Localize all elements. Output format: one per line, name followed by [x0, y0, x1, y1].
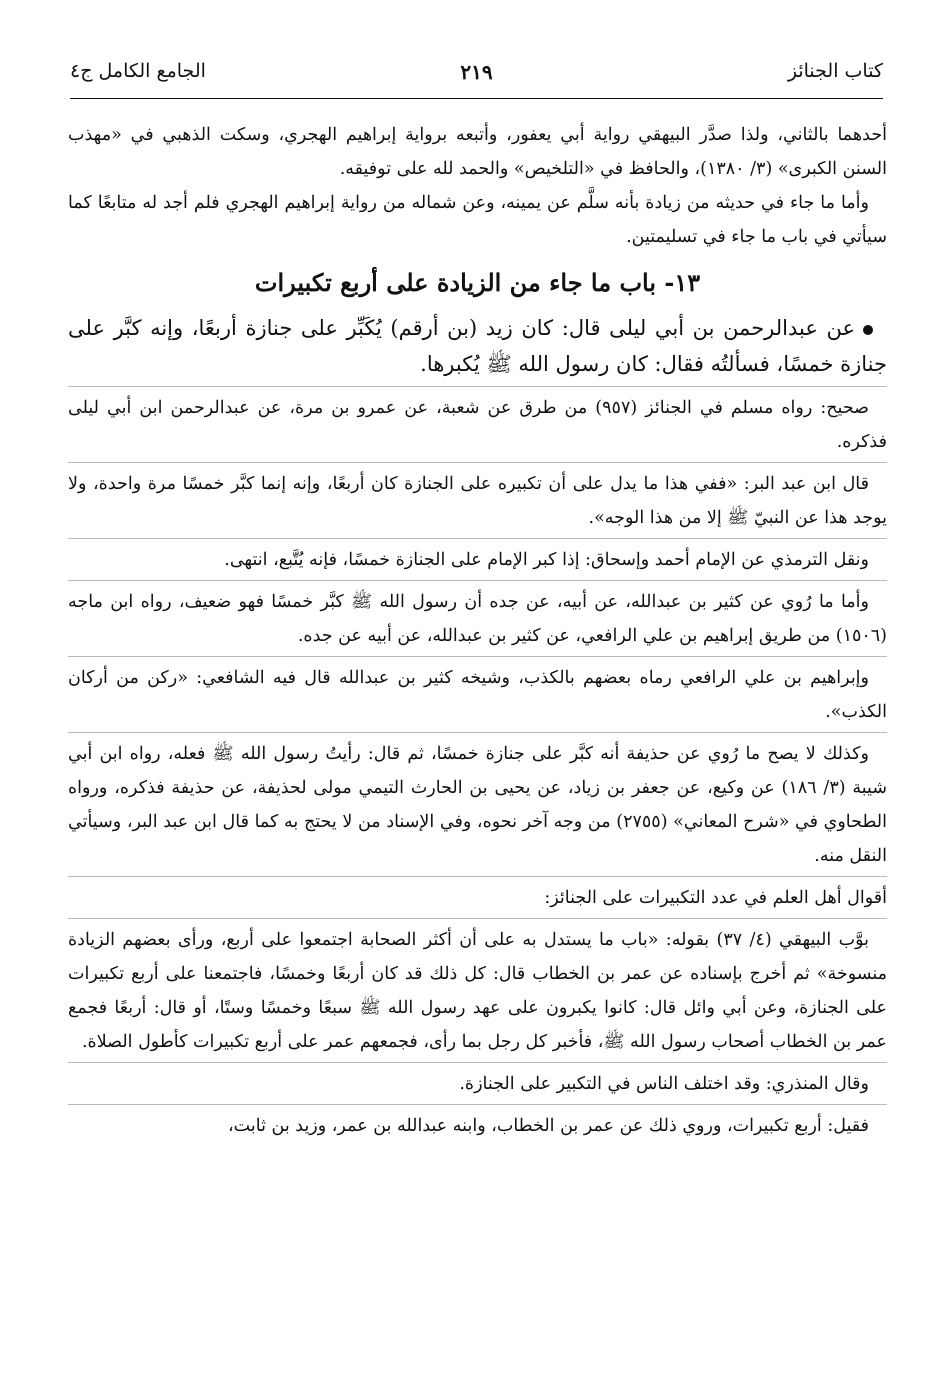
- paragraph: فقيل: أربع تكبيرات، وروي ذلك عن عمر بن الخطاب، وابنه عبدالله بن عمر، وزيد بن ثابت،: [228, 1116, 869, 1136]
- divider: [68, 386, 887, 387]
- grading-paragraph: صحيح: رواه مسلم في الجنائز (٩٥٧) من طرق عن شعبة، عن عمرو بن مرة، عن عبدالرحمن ابن أبي ليلى فذكره.: [68, 398, 887, 452]
- divider: [68, 732, 887, 733]
- divider: [68, 462, 887, 463]
- divider: [68, 876, 887, 877]
- paragraph: ونقل الترمذي عن الإمام أحمد وإسحاق: إذا كبر الإمام على الجنازة خمسًا، فإنه يُتَّبع، انتهى.: [224, 550, 869, 570]
- paragraph: وأما ما رُوي عن كثير بن عبدالله، عن أبيه، عن جده أن رسول الله ﷺ كبَّر خمسًا فهو ضعيف، رواه ابن ماجه (١٥٠٦) من طريق إبراهيم بن علي الرافعي، عن كثير بن عبدالله، عن أبيه عن جده.: [68, 592, 887, 646]
- divider: [68, 538, 887, 539]
- paragraph: وأما ما جاء في حديثه من زيادة بأنه سلَّم عن يمينه، وعن شماله من رواية إبراهيم الهجري فلم أجد له متابعًا كما سيأتي في باب ما جاء في تسليمتين.: [68, 193, 887, 247]
- paragraph: وإبراهيم بن علي الرافعي رماه بعضهم بالكذب، وشيخه كثير بن عبدالله قال فيه الشافعي: «ركن من أركان الكذب».: [68, 668, 887, 722]
- paragraph: أحدهما بالثاني، ولذا صدَّر البيهقي رواية أبي يعفور، وأتبعه برواية إبراهيم الهجري، وسكت الذهبي في «مهذب السنن الكبرى» (٣/ ١٣٨٠)، والحافظ في «التلخيص» والحمد لله على توفيقه.: [68, 125, 887, 179]
- hadith-text: [68, 310, 887, 382]
- divider: [68, 1062, 887, 1063]
- divider: [68, 918, 887, 919]
- divider: [68, 580, 887, 581]
- paragraph: بوَّب البيهقي (٤/ ٣٧) بقوله: «باب ما يستدل به على أن أكثر الصحابة اجتمعوا على أربع، ورأى بعضهم الزيادة منسوخة» ثم أخرج بإسناده عن عمر بن الخطاب قال: كل ذلك قد كان أربعًا وخمسًا، فاجتمعنا على أربع تكبيرات على الجنازة، وعن أبي وائل قال: كانوا يكبرون على عهد رسول الله ﷺ سبعًا وخمسًا وستًا، أو قال: أربعًا فجمع عمر بن الخطاب أصحاب رسول الله ﷺ، فأخبر كل رجل بما رأى، فجمعهم عمر على أربع تكبيرات كأطول الصلاة.: [68, 930, 887, 1052]
- hadith-body: عن عبدالرحمن بن أبي ليلى قال: كان زيد (بن أرقم) يُكَبِّر على جنازة أربعًا، وإنه كبَّر على جنازة خمسًا، فسألتُه فقال: كان رسول الله ﷺ يُكبرها.: [68, 316, 887, 376]
- divider: [68, 656, 887, 657]
- paragraph: قال ابن عبد البر: «ففي هذا ما يدل على أن تكبيره على الجنازة كان أربعًا، وإنه إنما كبَّر خمسًا مرة واحدة، ولا يوجد هذا عن النبيّ ﷺ إلا من هذا الوجه».: [68, 474, 887, 528]
- divider: [68, 1104, 887, 1105]
- chapter-title: ١٣- باب ما جاء من الزيادة على أربع تكبيرات: [254, 268, 701, 297]
- page-header: [70, 58, 883, 99]
- page-body: [68, 118, 887, 1143]
- paragraph: وقال المنذري: وقد اختلف الناس في التكبير على الجنازة.: [459, 1074, 869, 1094]
- bullet-icon: [863, 325, 873, 335]
- volume-label: الجامع الكامل ج٤: [70, 60, 206, 82]
- section-heading: أقوال أهل العلم في عدد التكبيرات على الجنائز:: [544, 888, 887, 908]
- book-title: كتاب الجنائز: [787, 60, 883, 82]
- paragraph: وكذلك لا يصح ما رُوي عن حذيفة أنه كبَّر على جنازة خمسًا، ثم قال: رأيتُ رسول الله ﷺ فعله، رواه ابن أبي شيبة (٣/ ١٨٦) عن وكيع، عن جعفر بن زياد، عن يحيى بن الحارث التيمي مولى لحذيفة، عن حذيفة فذكره، ورواه الطحاوي في «شرح المعاني» (٢٧٥٥) من وجه آخر نحوه، وفي الإسناد من لا يحتج به كما قال ابن عبد البر، وسيأتي النقل منه.: [68, 744, 887, 866]
- page-number: ٢١٩: [460, 60, 493, 84]
